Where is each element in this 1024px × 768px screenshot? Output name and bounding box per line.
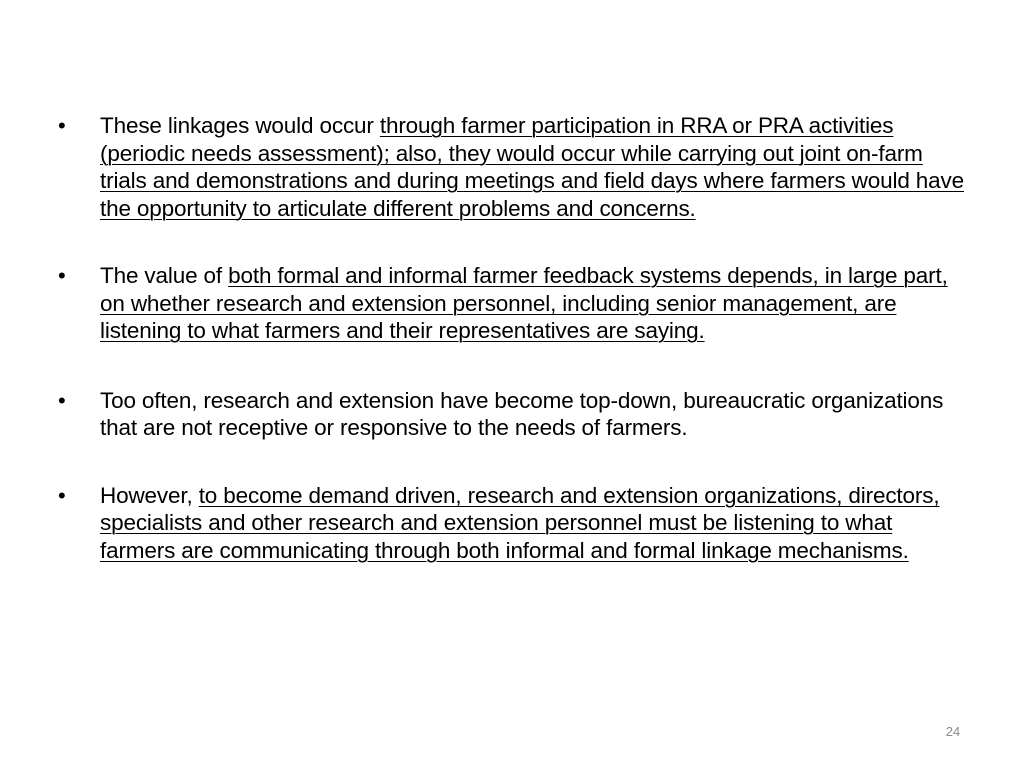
bullet-dot-icon: • [58, 482, 66, 508]
bullet-item-top-down [56, 387, 968, 442]
bullet-item-demand-driven [56, 482, 968, 565]
page-number: 24 [945, 724, 961, 739]
bullet-lead-text: These linkages would occur [100, 113, 380, 138]
bullet-item-feedback-systems [56, 262, 968, 345]
bullet-item-linkages [56, 112, 968, 222]
bullet-dot-icon: • [58, 263, 66, 288]
bullet-dot-icon: • [58, 113, 66, 138]
bullet-underlined-text: to become demand driven, research and extension organizations, directors, specialists and other research and extension personnel must be listening to what farmers are communicating through both informal and formal linkage mechanisms. [100, 482, 940, 563]
bullet-underlined-text: both formal and informal farmer feedback systems depends, in large part, on whether research and extension personnel, including senior management, are listening to what farmers and their representatives are saying. [100, 263, 948, 343]
bullet-list [56, 112, 968, 604]
bullet-lead-text: Too often, research and extension have become top-down, bureaucratic organizations that are not receptive or responsive to the needs of farmers. [100, 387, 944, 440]
bullet-underlined-text: through farmer participation in RRA or PRA activities (periodic needs assessment); also, they would occur while carrying out joint on-farm trials and demonstrations and during meetings and field days where farmers would have the opportunity to articulate different problems and concerns. [100, 113, 964, 221]
bullet-dot-icon: • [58, 387, 66, 413]
bullet-lead-text: However, [100, 482, 199, 508]
bullet-lead-text: The value of [100, 263, 229, 288]
